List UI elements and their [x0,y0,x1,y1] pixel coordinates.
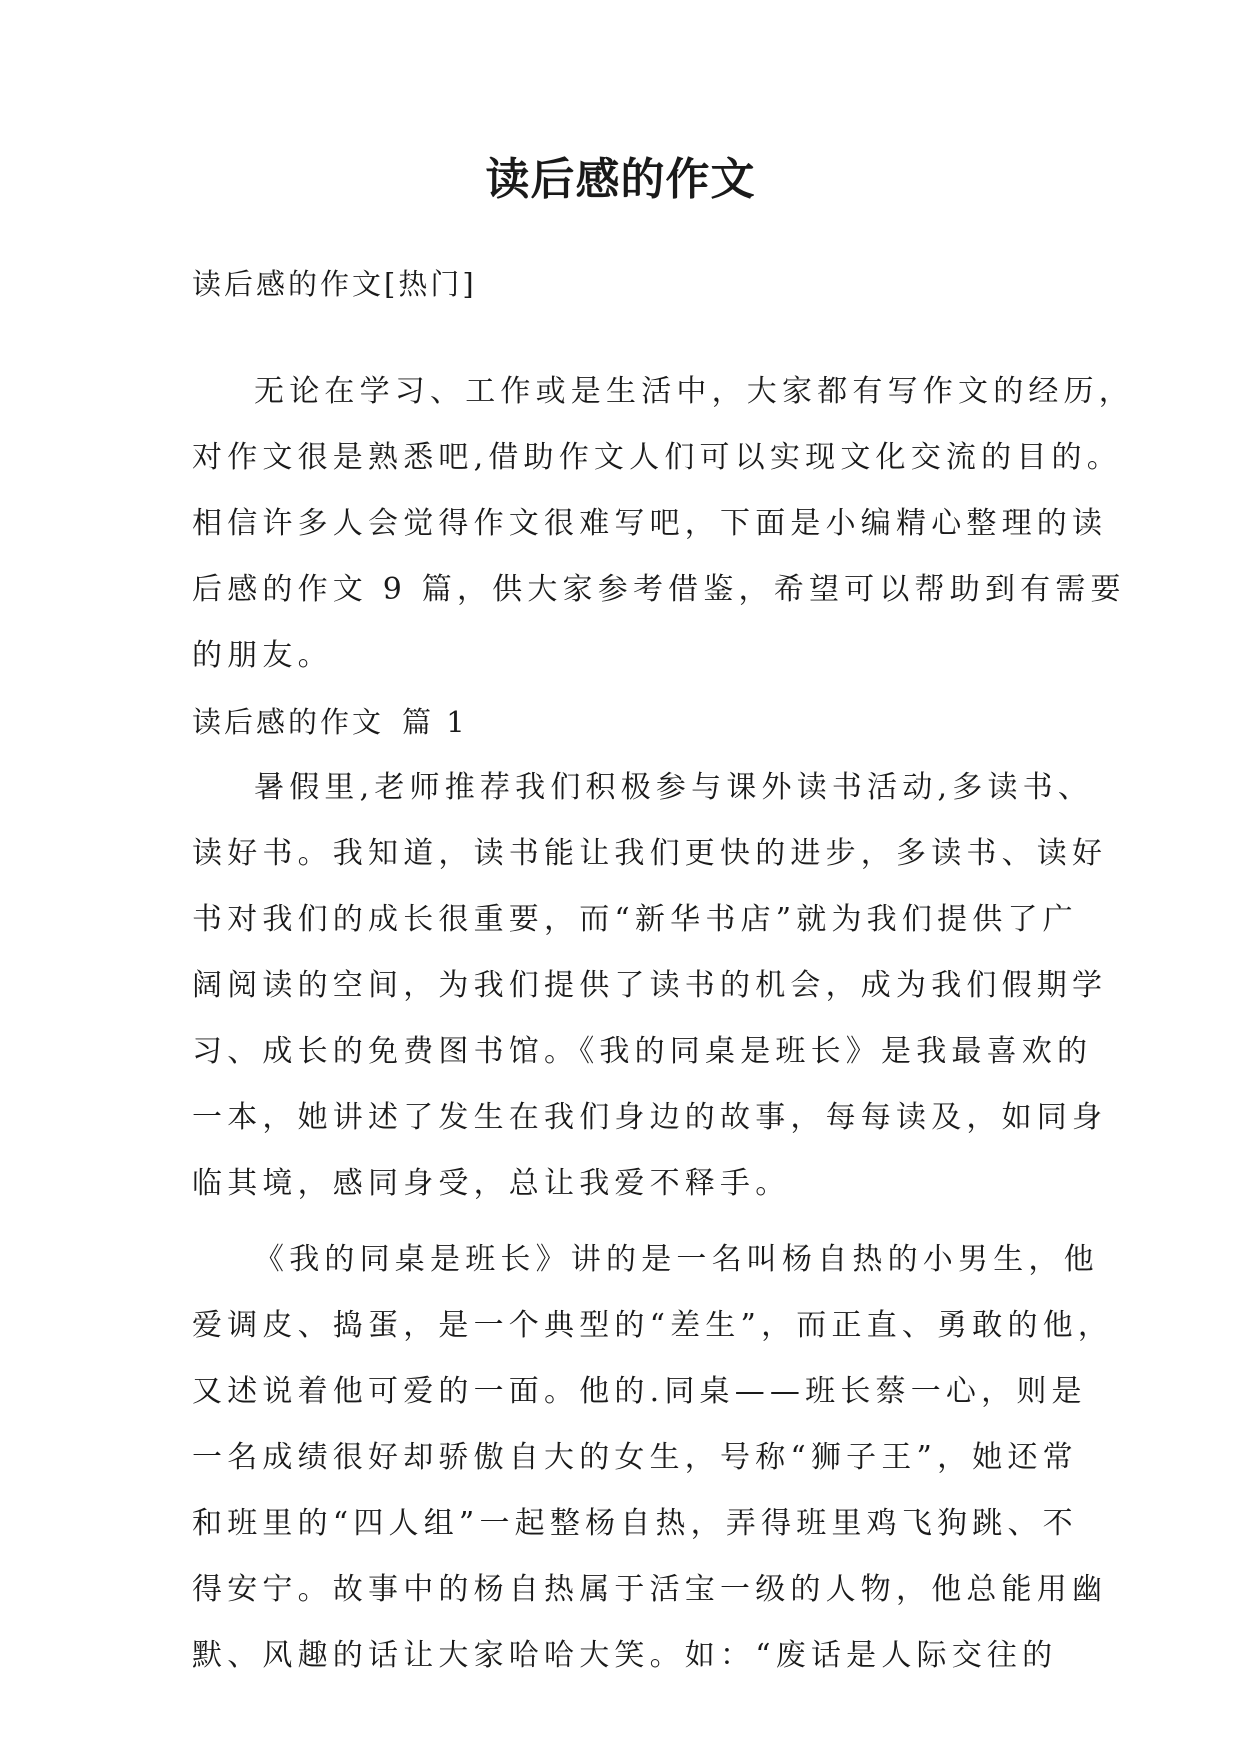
document-subtitle: 读后感的作文[热门] [192,267,477,301]
paragraph-2-line-1: 《我的同桌是班长》讲的是一名叫杨自热的小男生，他 [254,1242,1099,1277]
paragraph-1-line-2: 读好书。我知道，读书能让我们更快的进步，多读书、读好 [192,836,1108,871]
intro-line-2: 对作文很是熟悉吧,借助作文人们可以实现文化交流的目的。 [192,440,1122,475]
paragraph-1-line-4: 阔阅读的空间，为我们提供了读书的机会，成为我们假期学 [192,968,1108,1003]
paragraph-2-line-2: 爱调皮、捣蛋，是一个典型的“差生”，而正直、勇敢的他， [192,1308,1114,1343]
intro-line-1: 无论在学习、工作或是生活中，大家都有写作文的经历， [254,374,1134,409]
paragraph-2-line-3: 又述说着他可爱的一面。他的.同桌——班长蔡一心，则是 [192,1374,1087,1409]
page-title: 读后感的作文 [485,154,756,205]
paragraph-2-line-5: 和班里的“四人组”一起整杨自热，弄得班里鸡飞狗跳、不 [192,1506,1078,1541]
paragraph-1-line-6: 一本，她讲述了发生在我们身边的故事，每每读及，如同身 [192,1100,1108,1135]
paragraph-1-line-7: 临其境，感同身受，总让我爱不释手。 [192,1166,791,1201]
paragraph-1-line-5: 习、成长的免费图书馆。《我的同桌是班长》是我最喜欢的 [192,1034,1093,1069]
paragraph-1-line-3: 书对我们的成长很重要，而“新华书店”就为我们提供了广 [192,902,1078,937]
section-heading [192,700,468,744]
paragraph-1-line-1: 暑假里,老师推荐我们积极参与课外读书活动,多读书、 [254,770,1094,805]
intro-line-3: 相信许多人会觉得作文很难写吧，下面是小编精心整理的读 [192,506,1108,541]
paragraph-2-line-6: 得安宁。故事中的杨自热属于活宝一级的人物，他总能用幽 [192,1572,1108,1607]
intro-line-5: 的朋友。 [192,638,333,673]
paragraph-2-line-7: 默、风趣的话让大家哈哈大笑。如：“废话是人际交往的 [192,1638,1058,1673]
section-heading-number: 篇 1 [402,705,468,739]
section-heading-title: 读后感的作文 [192,705,385,739]
paragraph-2-line-4: 一名成绩很好却骄傲自大的女生，号称“狮子王”，她还常 [192,1440,1078,1475]
intro-line-4: 后感的作文 9 篇，供大家参考借鉴，希望可以帮助到有需要 [192,572,1126,607]
